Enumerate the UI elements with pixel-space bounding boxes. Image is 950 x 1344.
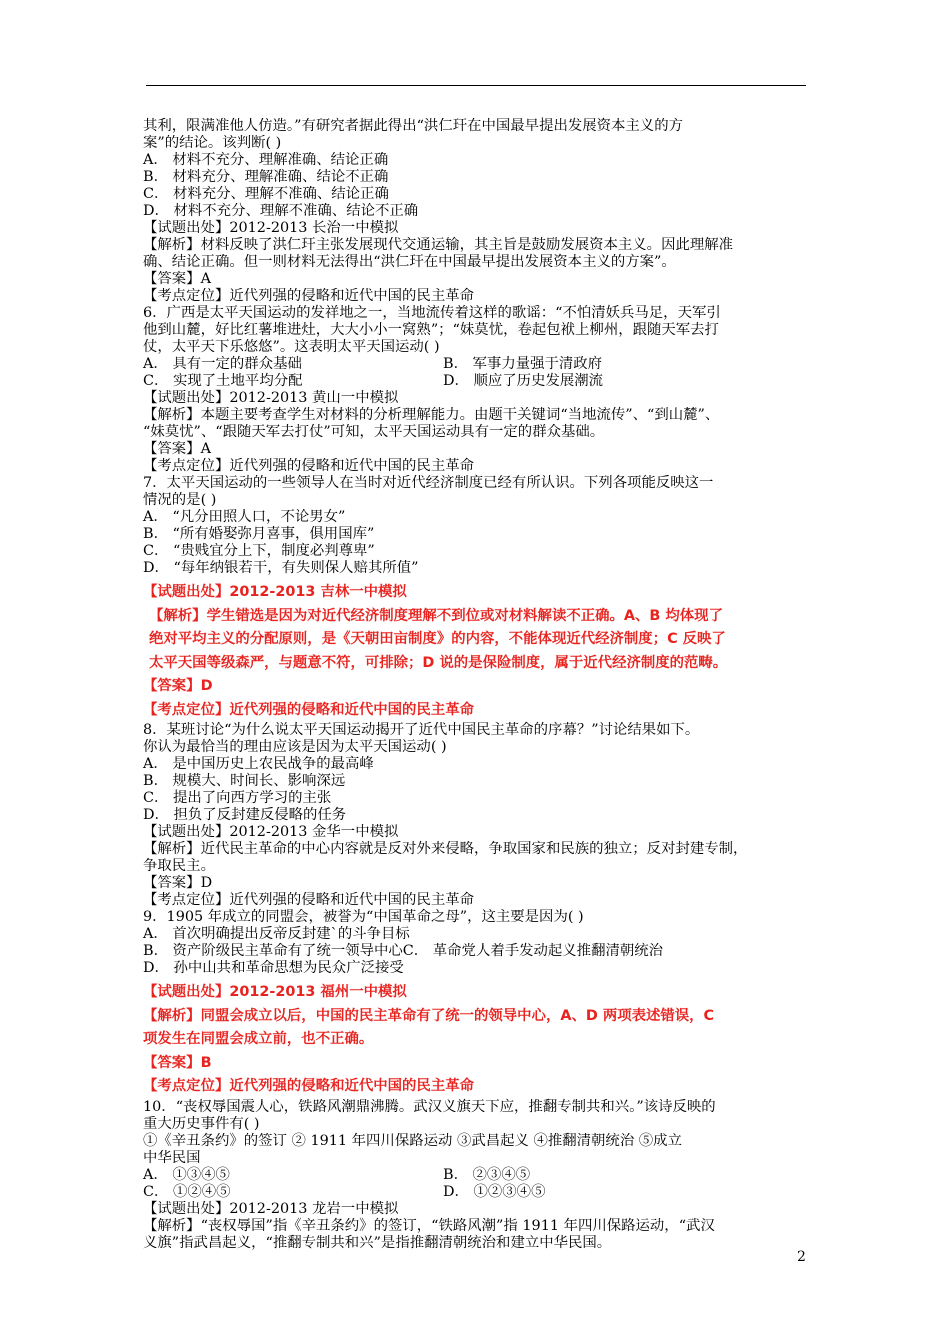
text-line: 【考点定位】近代列强的侵略和近代中国的民主革命: [143, 892, 474, 908]
text-line: 7．太平天国运动的一些领导人在当时对近代经济制度已经有所认识。下列各项能反映这一: [143, 475, 714, 491]
option-row: [143, 1184, 811, 1201]
text-line: 【答案】A: [143, 271, 211, 287]
text-line: A． 是中国历史上农民战争的最高峰: [143, 756, 374, 772]
text-line: B． 资产阶级民主革命有了统一领导中心C． 革命党人着手发动起义推翻清朝统治: [143, 943, 664, 959]
text-line: 【试题出处】2012-2013 金华一中模拟: [143, 824, 399, 840]
text-line: ①《辛丑条约》的签订 ② 1911 年四川保路运动 ③武昌起义 ④推翻清朝统治 ⑤成立: [143, 1132, 682, 1149]
option-item: C． 实现了土地平均分配: [143, 373, 303, 389]
red-answer-line: 太平天国等级森严，与题意不符，可排除；D 说的是保险制度，属于近代经济制度的范畴。: [149, 654, 728, 671]
question-10-block: [143, 1099, 811, 1167]
option-row: [143, 1167, 811, 1184]
text-line: 你认为最恰当的理由应该是因为太平天国运动( ): [143, 739, 447, 755]
text-line: C． 提出了向西方学习的主张: [143, 790, 332, 806]
option-row: [143, 373, 811, 390]
red-answer-line: 项发生在同盟会成立前，也不正确。: [143, 1031, 374, 1047]
text-line: 【解析】材料反映了洪仁玕主张发展现代交通运输，其主旨是鼓励发展资本主义。因此理解准: [143, 237, 734, 253]
text-line: 其利，限满准他人仿造。”有研究者据此得出“洪仁玕在中国最早提出发展资本主义的方: [143, 118, 683, 134]
option-item: B． 军事力量强于清政府: [443, 356, 603, 372]
question-7-red-answer: [143, 581, 811, 722]
red-answer-line: 【解析】学生错选是因为对近代经济制度理解不到位或对材料解读不正确。A、B 均体现了: [149, 607, 723, 624]
text-line: 9．1905 年成立的同盟会，被誉为“中国革命之母”，这主要是因为( ): [143, 909, 584, 925]
text-line: 【答案】D: [143, 875, 213, 891]
text-line: 10．“丧权辱国震人心，铁路风潮鼎沸腾。武汉义旗天下应，推翻专制共和兴。”该诗反映的: [143, 1098, 716, 1115]
option-item: D． 顺应了历史发展潮流: [443, 373, 604, 389]
text-line: D． 孙中山共和革命思想为民众广泛接受: [143, 960, 404, 976]
option-item: C． ①②④⑤: [143, 1183, 231, 1200]
question-10-analysis: [143, 1201, 811, 1252]
text-line: B． “所有婚娶弥月喜事，俱用国库”: [143, 526, 375, 542]
text-line: B． 材料充分、理解准确、结论不正确: [143, 169, 389, 185]
text-line: 【解析】本题主要考查学生对材料的分析理解能力。由题干关键词“当地流传”、“到山麓”、: [143, 407, 720, 423]
text-line: D． “每年纳银若干，有失则保人赔其所值”: [143, 560, 419, 576]
text-line: 他到山麓，好比红薯堆进灶，大大小小一窝熟”；“妹莫忧，卷起包袱上柳州，跟随天军去打: [143, 322, 719, 338]
text-line: D． 担负了反封建反侵略的任务: [143, 807, 347, 823]
text-line: 【考点定位】近代列强的侵略和近代中国的民主革命: [143, 458, 474, 474]
text-line: A． “凡分田照人口，不论男女”: [143, 509, 346, 525]
option-item: A． ①③④⑤: [143, 1166, 230, 1183]
text-line: D． 材料不充分、理解不准确、结论不正确: [143, 203, 419, 219]
red-answer-line: 【解析】同盟会成立以后，中国的民主革命有了统一的领导中心，A、D 两项表述错误，C: [143, 1007, 715, 1024]
text-line: A． 首次明确提出反帝反封建`的斗争目标: [143, 926, 410, 942]
text-line: 8．某班讨论“为什么说太平天国运动揭开了近代中国民主革命的序幕？”讨论结果如下。: [143, 722, 700, 738]
text-line: 案”的结论。该判断( ): [143, 135, 282, 151]
question-6-options: [143, 356, 811, 390]
red-answer-line: 【答案】D: [143, 678, 213, 694]
question-8-9-block: [143, 722, 811, 977]
text-line: 情况的是( ): [143, 492, 217, 508]
red-answer-line: 绝对平均主义的分配原则，是《天朝田亩制度》的内容，不能体现近代经济制度；C 反映了: [149, 631, 726, 647]
header-rule: [146, 85, 806, 86]
option-item: B． ②③④⑤: [443, 1166, 531, 1183]
text-line: 重大历史事件有( ): [143, 1115, 260, 1132]
text-line: 【考点定位】近代列强的侵略和近代中国的民主革命: [143, 288, 474, 304]
text-line: 【解析】“丧权辱国”指《辛丑条约》的签订，“铁路风潮”指 1911 年四川保路运动，“武汉: [143, 1217, 715, 1234]
text-line: B． 规模大、时间长、影响深远: [143, 773, 346, 789]
text-line: 义旗”指武昌起义，“推翻专制共和兴”是指推翻清朝统治和建立中华民国。: [143, 1234, 612, 1251]
text-line: 【试题出处】2012-2013 长治一中模拟: [143, 220, 399, 236]
text-line: 【解析】近代民主革命的中心内容就是反对外来侵略，争取国家和民族的独立；反对封建专制，: [143, 841, 748, 857]
page-body: [143, 118, 811, 1252]
text-line: 仗，太平天下乐悠悠”。这表明太平天国运动( ): [143, 339, 440, 355]
red-answer-line: 【答案】B: [143, 1054, 212, 1071]
text-line: C． 材料充分、理解不准确、结论正确: [143, 186, 389, 202]
question-9-red-answer: [143, 981, 811, 1099]
page-number: 2: [797, 1249, 806, 1265]
text-line: A． 材料不充分、理解准确、结论正确: [143, 152, 389, 168]
text-line: 【答案】A: [143, 441, 211, 457]
text-line: 6．广西是太平天国运动的发祥地之一，当地流传着这样的歌谣：“不怕清妖兵马足，天军引: [143, 305, 721, 321]
question-10-options: [143, 1167, 811, 1201]
red-answer-line: 【试题出处】2012-2013 吉林一中模拟: [143, 584, 407, 600]
text-line: 【试题出处】2012-2013 龙岩一中模拟: [143, 1200, 399, 1217]
red-answer-line: 【考点定位】近代列强的侵略和近代中国的民主革命: [143, 1078, 474, 1094]
red-answer-line: 【试题出处】2012-2013 福州一中模拟: [143, 984, 407, 1000]
text-line: 争取民主。: [143, 858, 215, 874]
red-answer-line: 【考点定位】近代列强的侵略和近代中国的民主革命: [143, 701, 474, 718]
question-5-block: [143, 118, 811, 356]
question-6-7-block: [143, 390, 811, 577]
text-line: “妹莫忧”、“跟随天军去打仗”可知，太平天国运动具有一定的群众基础。: [143, 424, 605, 440]
option-row: [143, 356, 811, 373]
option-item: A． 具有一定的群众基础: [143, 356, 302, 372]
text-line: 【试题出处】2012-2013 黄山一中模拟: [143, 390, 399, 406]
text-line: 确、结论正确。但一则材料无法得出“洪仁玕在中国最早提出发展资本主义的方案”。: [143, 254, 676, 270]
option-item: D． ①②③④⑤: [443, 1183, 546, 1200]
text-line: C． “贵贱宜分上下，制度必判尊卑”: [143, 543, 375, 559]
text-line: 中华民国: [143, 1149, 201, 1166]
